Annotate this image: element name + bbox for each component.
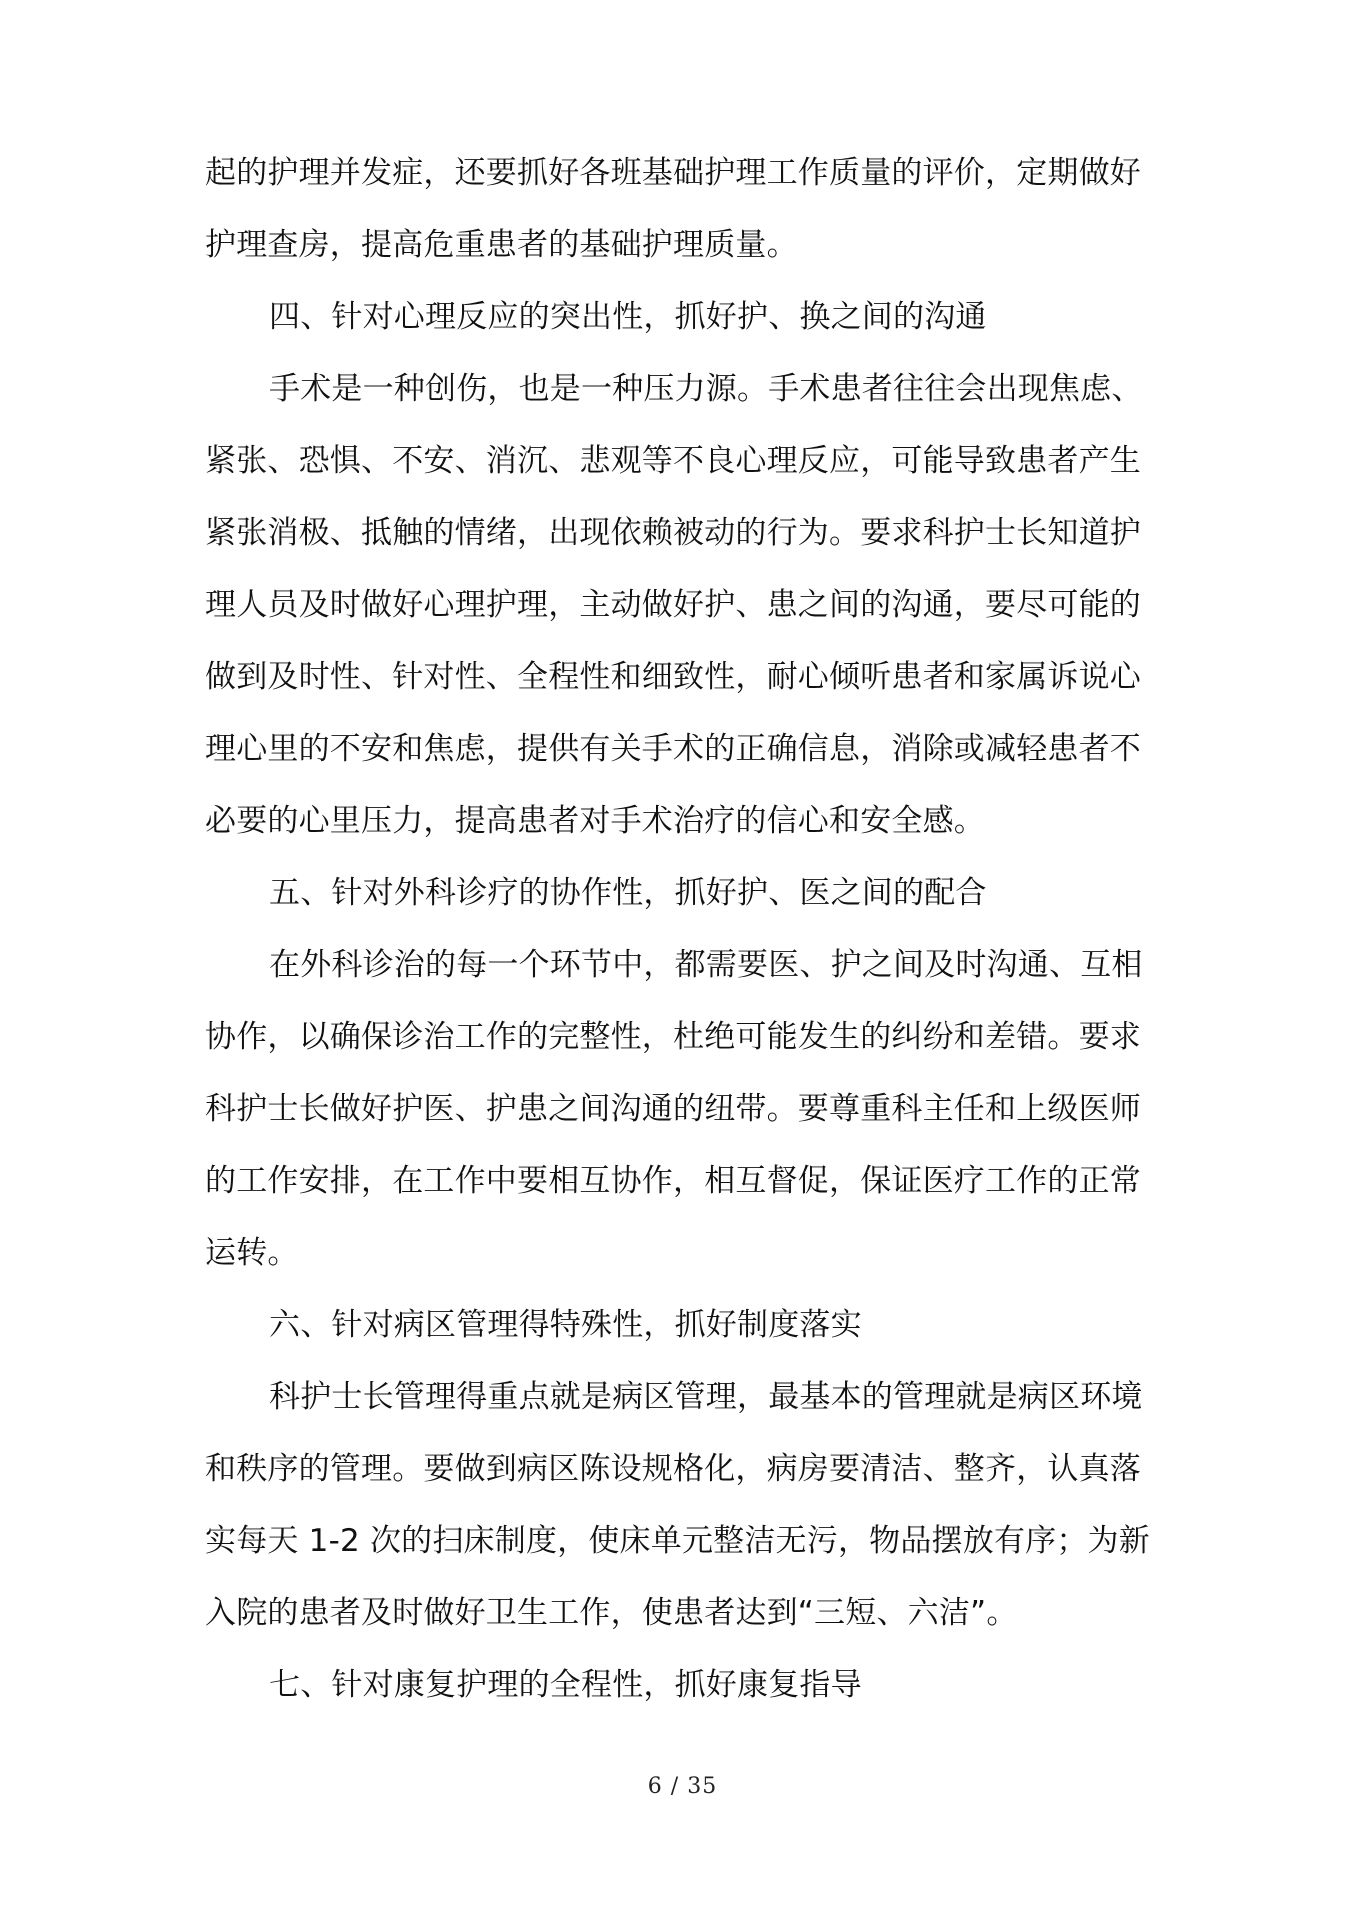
text-line: 理人员及时做好心理护理，主动做好护、患之间的沟通，要尽可能的: [205, 587, 1141, 623]
text-line: 在外科诊治的每一个环节中，都需要医、护之间及时沟通、互相: [269, 947, 1143, 983]
page-number: 6 / 35: [647, 1774, 718, 1799]
text-line: 护理查房，提高危重患者的基础护理质量。: [205, 227, 798, 263]
text-line: 入院的患者及时做好卫生工作，使患者达到“三短、六洁”。: [205, 1595, 1018, 1631]
text-line: 理心里的不安和焦虑，提供有关手术的正确信息，消除或减轻患者不: [205, 731, 1141, 767]
section-heading: 五、针对外科诊疗的协作性，抓好护、医之间的配合: [269, 875, 987, 911]
section-heading: 四、针对心理反应的突出性，抓好护、换之间的沟通: [269, 299, 987, 335]
text-line: 协作，以确保诊治工作的完整性，杜绝可能发生的纠纷和差错。要求: [205, 1019, 1141, 1055]
text-line: 做到及时性、针对性、全程性和细致性，耐心倾听患者和家属诉说心: [205, 659, 1141, 695]
text-line: 起的护理并发症，还要抓好各班基础护理工作质量的评价，定期做好: [205, 155, 1141, 191]
text-line: 和秩序的管理。要做到病区陈设规格化，病房要清洁、整齐，认真落: [205, 1451, 1141, 1487]
text-line: 科护士长做好护医、护患之间沟通的纽带。要尊重科主任和上级医师: [205, 1091, 1141, 1127]
document-body: [205, 137, 1175, 1721]
section-heading: 七、针对康复护理的全程性，抓好康复指导: [269, 1667, 862, 1703]
text-line: 紧张、恐惧、不安、消沉、悲观等不良心理反应，可能导致患者产生: [205, 443, 1141, 479]
text-line: 科护士长管理得重点就是病区管理，最基本的管理就是病区环境: [269, 1379, 1143, 1415]
text-line: 实每天 1-2 次的扫床制度，使床单元整洁无污，物品摆放有序；为新: [205, 1523, 1150, 1559]
text-line: 必要的心里压力，提高患者对手术治疗的信心和安全感。: [205, 803, 985, 839]
text-line: 紧张消极、抵触的情绪，出现依赖被动的行为。要求科护士长知道护: [205, 515, 1141, 551]
text-line: 运转。: [205, 1235, 299, 1271]
text-line: 的工作安排，在工作中要相互协作，相互督促，保证医疗工作的正常: [205, 1163, 1141, 1199]
text-line: 手术是一种创伤，也是一种压力源。手术患者往往会出现焦虑、: [269, 371, 1143, 407]
section-heading: 六、针对病区管理得特殊性，抓好制度落实: [269, 1307, 862, 1343]
